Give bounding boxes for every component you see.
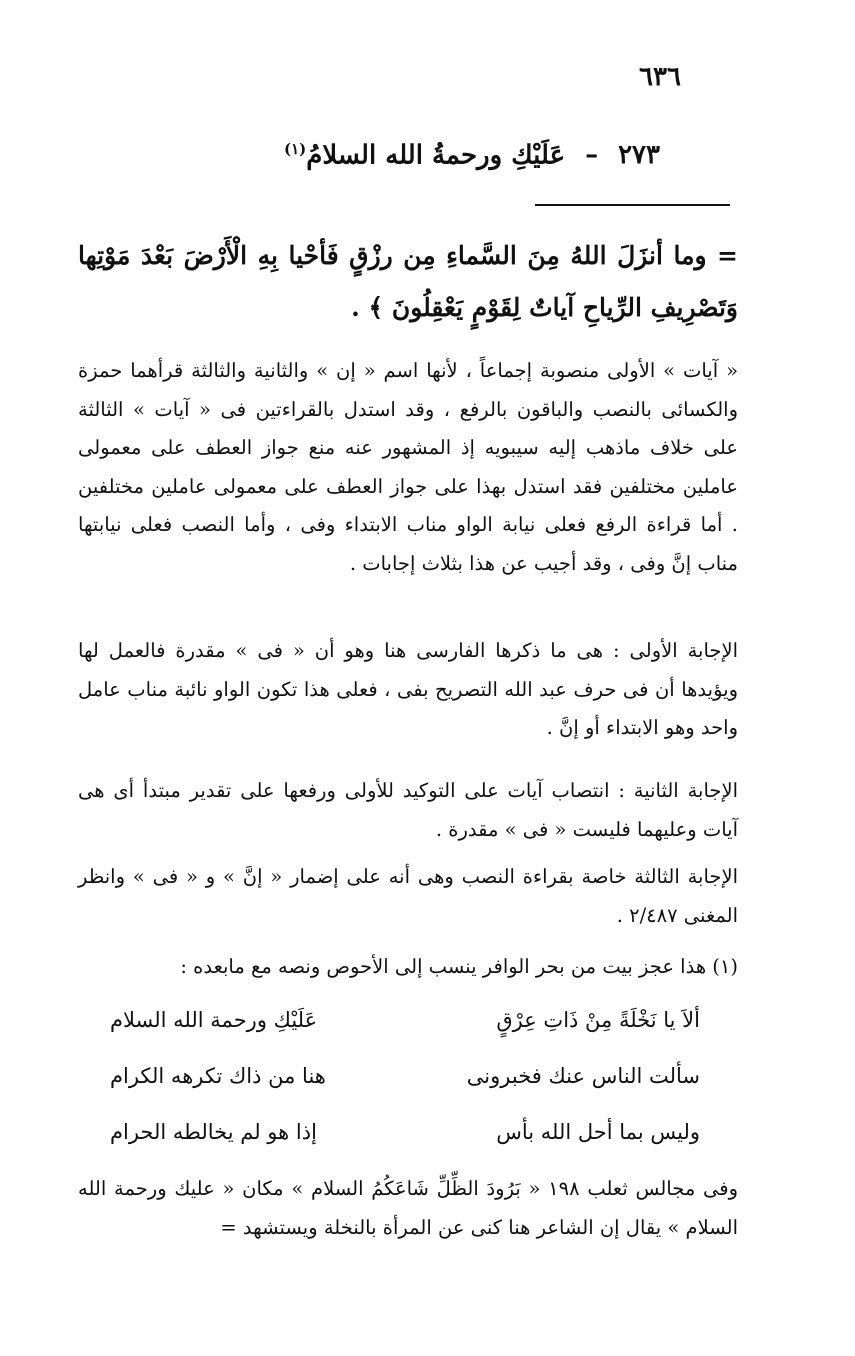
footnote-continuation: وفى مجالس ثعلب ١٩٨ « بَرُودَ الظِّلِّ شَاعَكُمُ السلام » مكان « عليك ورحمة الله السلام » يقال إن الشاعر هنا كنى عن المرأة بالنخلة ويستشهد = xyxy=(78,1177,738,1239)
heading-number: ٢٧٣ xyxy=(618,140,660,170)
poem xyxy=(110,1008,700,1176)
paragraph-3: الإجابة الثانية : انتصاب آيات على التوكيد للأولى ورفعها على تقدير مبتدأ أى هى آيات وعليهما فليست « فى » مقدرة . xyxy=(78,779,738,841)
footnote-mark: (١) xyxy=(283,140,307,158)
poem-hemistich-first: وليس بما أحل الله بأس xyxy=(496,1120,700,1144)
poem-hemistich-second: إذا هو لم يخالطه الحرام xyxy=(110,1120,317,1144)
paragraph-2: الإجابة الأولى : هى ما ذكرها الفارسى هنا وهو أن « فى » مقدرة فالعمل لها ويؤيدها أن فى حرف عبد الله التصريح بفى ، فعلى هذا تكون الواو نائبة مناب عامل واحد وهو الابتداء أو إنَّ . xyxy=(78,639,738,739)
quran-verse: = وما أنزَلَ اللهُ مِنَ السَّماءِ مِن رزْقٍ فَأحْيا بِهِ الْأَرْضَ بَعْدَ مَوْتِها وَتَصْرِيفِ الرِّياحِ آياتٌ لِقَوْمٍ يَعْقِلُونَ ﴾ . xyxy=(78,241,738,322)
paragraph-4: الإجابة الثالثة خاصة بقراءة النصب وهى أنه على إضمار « إنَّ » و « فى » وانظر المغنى ٢/٤٨٧ . xyxy=(78,865,738,927)
footnote-text: (١) هذا عجز بيت من بحر الوافر ينسب إلى الأحوص ونصه مع مابعده : xyxy=(180,955,738,978)
poem-hemistich-first: ألاَ يا نَخْلَةً مِنْ ذَاتِ عِرْقٍ xyxy=(496,1008,700,1032)
poem-hemistich-second: هنا من ذاك تكرهه الكرام xyxy=(110,1064,326,1088)
poem-hemistich-first: سألت الناس عنك فخبرونى xyxy=(466,1064,700,1088)
section-heading xyxy=(240,140,660,171)
heading-dash: – xyxy=(585,140,599,170)
paragraph-1: « آيات » الأولى منصوبة إجماعاً ، لأنها اسم « إن » والثانية والثالثة قرأهما حمزة والكسائى بالنصب والباقون بالرفع ، وقد استدل بالقراءتين فى « آيات » الثالثة على خلاف ماذهب إليه سيبويه إذ المشهور عنه منع جواز العطف على معمولى عاملين مختلفين فقد استدل بهذا على جواز العطف على معمولى عاملين مختلفين . أما قراءة الرفع فعلى نيابة الواو مناب الابتداء وفى ، وأما النصب فعلى نيابتها مناب إنَّ وفى ، وقد أجيب عن هذا بثلاث إجابات . xyxy=(78,359,738,575)
heading-title: عَلَيْكِ ورحمةُ الله السلامُ$^{(١)}$ xyxy=(283,140,566,171)
heading-rule xyxy=(535,204,730,206)
poem-hemistich-second: عَلَيْكِ ورحمة الله السلام xyxy=(110,1008,318,1032)
poem-line xyxy=(110,1064,700,1120)
poem-line xyxy=(110,1120,700,1176)
poem-line xyxy=(110,1008,700,1064)
page-number: ٦٣٦ xyxy=(639,62,681,92)
